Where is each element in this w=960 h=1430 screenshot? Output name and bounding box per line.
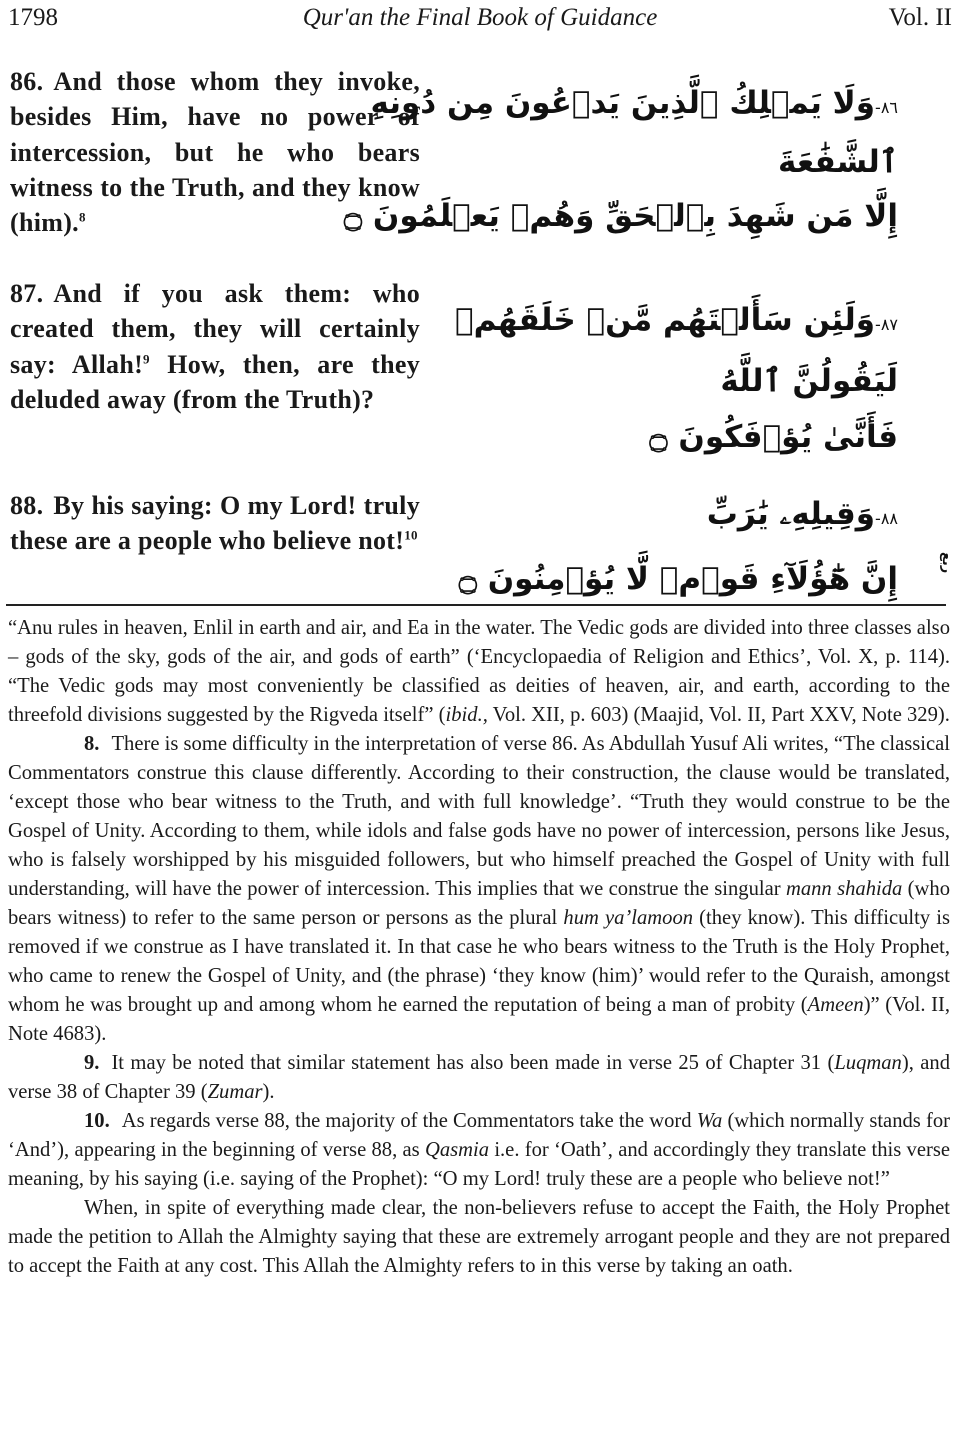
arabic-line: وَلَا يَمۡلِكُ ٱلَّذِينَ يَدۡعُونَ مِن دُونِهِ: [370, 85, 876, 121]
commentary-notes: [8, 614, 950, 1281]
ruku-margin-mark: ربع: [939, 552, 954, 574]
verse-number: 87.: [10, 279, 44, 308]
volume-label: Vol. II: [888, 4, 952, 31]
arabic-verse-number: ٨٧-: [875, 315, 898, 334]
note-closing-paragraph: When, in spite of everything made clear, the non-believers refuse to accept the Faith, the Holy Prophet made the petition to Allah the Almighty saying that these are extremely arrogant people and they are not prepared to accept the Faith at any cost. This Allah the Almighty refers to in this verse by taking an oath.: [8, 1197, 950, 1277]
footnote-ref: 9: [143, 350, 150, 366]
verse-86-arabic: [343, 76, 898, 243]
note-number: 10.: [84, 1110, 110, 1132]
note-number: 8.: [84, 733, 100, 755]
verse-number: 86.: [10, 67, 44, 96]
verse-text: And if you ask them: who created them, they will certainly say: Allah!: [10, 279, 420, 379]
note-10: 10. As regards verse 88, the majority of the Commentators take the word Wa (which normally stands for ‘And’), appearing in the beginning of verse 88, as Qasmia i.e. for ‘Oath’, and accordingly they translate this verse meaning, by his saying (i.e. saying of the Prophet): “O my Lord! truly these are a people who believe not!”: [8, 1110, 950, 1190]
arabic-verse-number: ٨٨-: [875, 509, 898, 528]
note-9: 9. It may be noted that similar statement has also been made in verse 25 of Chapter 31 (Luqman), and verse 38 of Chapter 39 (Zumar).: [8, 1052, 950, 1103]
footnote-ref: 8: [78, 209, 86, 225]
footnote-divider: [6, 604, 946, 606]
verse-87-translation: [10, 276, 420, 417]
verse-88-arabic: [458, 484, 898, 609]
note-8: 8. There is some difficulty in the interpretation of verse 86. As Abdullah Yusuf Ali writes, “The classical Commentators construe this clause differently. According to their construction, the clause would be translated, ‘except those who bear witness to the Truth, and with full knowledge’. “Truth they would construe to be the Gospel of Unity. According to them, while idols and false gods have no power of intercession, persons like Jesus, who is falsely worshipped by his misguided followers, but who himself preached the Gospel of Unity with full understanding, will have the power of intercession. This implies that we construe the singular mann shahida (who bears witness) to refer to the same person or persons as the plural hum ya’lamoon (they know). This difficulty is removed if we construe as I have translated it. In that case he who bears witness to the Truth is the Holy Prophet, who came to renew the Gospel of Unity, and (the phrase) ‘they know (him)’ would refer to the Quraish, amongst whom he was brought up and among whom he earned the reputation of being a man of probity (Ameen)” (Vol. II, Note 4683).: [8, 733, 950, 1045]
arabic-line: وَلَئِن سَأَلۡتَهُم مَّنۡ خَلَقَهُمۡ: [455, 302, 876, 338]
footnote-ref: 10: [404, 527, 418, 543]
arabic-line: فَأَنَّىٰ يُؤۡفَكُونَ ۝: [649, 419, 898, 455]
page-header: [8, 2, 952, 36]
note-continuation: “Anu rules in heaven, Enlil in earth and air, and Ea in the water. The Vedic gods are divided into three classes also – gods of the sky, gods of the air, and gods of earth” (‘Encyclopaedia of Religion and Ethics’, Vol. X, p. 114). “The Vedic gods may most conveniently be classified as deities of heaven, air, and earth, according to the threefold divisions suggested by the Rigveda itself” (ibid., Vol. XII, p. 603) (Maajid, Vol. II, Part XXV, Note 329).: [8, 617, 950, 726]
page-number: 1798: [8, 4, 58, 31]
arabic-line: إِنَّ هَٰٓؤُلَآءِ قَوۡمٞ لَّا يُؤۡمِنُونَ ۝: [458, 561, 898, 597]
arabic-line: ٱلشَّفَٰعَةَ: [778, 144, 898, 180]
verse-88-translation: [10, 488, 420, 559]
book-title: Qur'an the Final Book of Guidance: [302, 4, 658, 31]
verse-text: By his saying: O my Lord! truly these are a people who believe not!: [10, 491, 420, 556]
arabic-line: وَقِيلِهِۦ يَٰرَبِّ: [706, 496, 876, 532]
verse-number: 88.: [10, 491, 44, 520]
verse-text: And those whom they invoke, besides Him, have no power of intercession, but he who bears witness to the Truth, and they know (him).: [10, 67, 420, 238]
verse-text: How, then, are they deluded away (from the Truth)?: [10, 349, 421, 414]
verse-87-arabic: [455, 292, 898, 465]
arabic-line: لَيَقُولُنَّ ٱللَّهُ: [720, 363, 898, 399]
arabic-verse-number: ٨٦-: [875, 98, 898, 117]
note-number: 9.: [84, 1052, 100, 1074]
arabic-line: إِلَّا مَن شَهِدَ بِٱلۡحَقِّ وَهُمۡ يَعۡلَمُونَ ۝: [343, 198, 898, 234]
